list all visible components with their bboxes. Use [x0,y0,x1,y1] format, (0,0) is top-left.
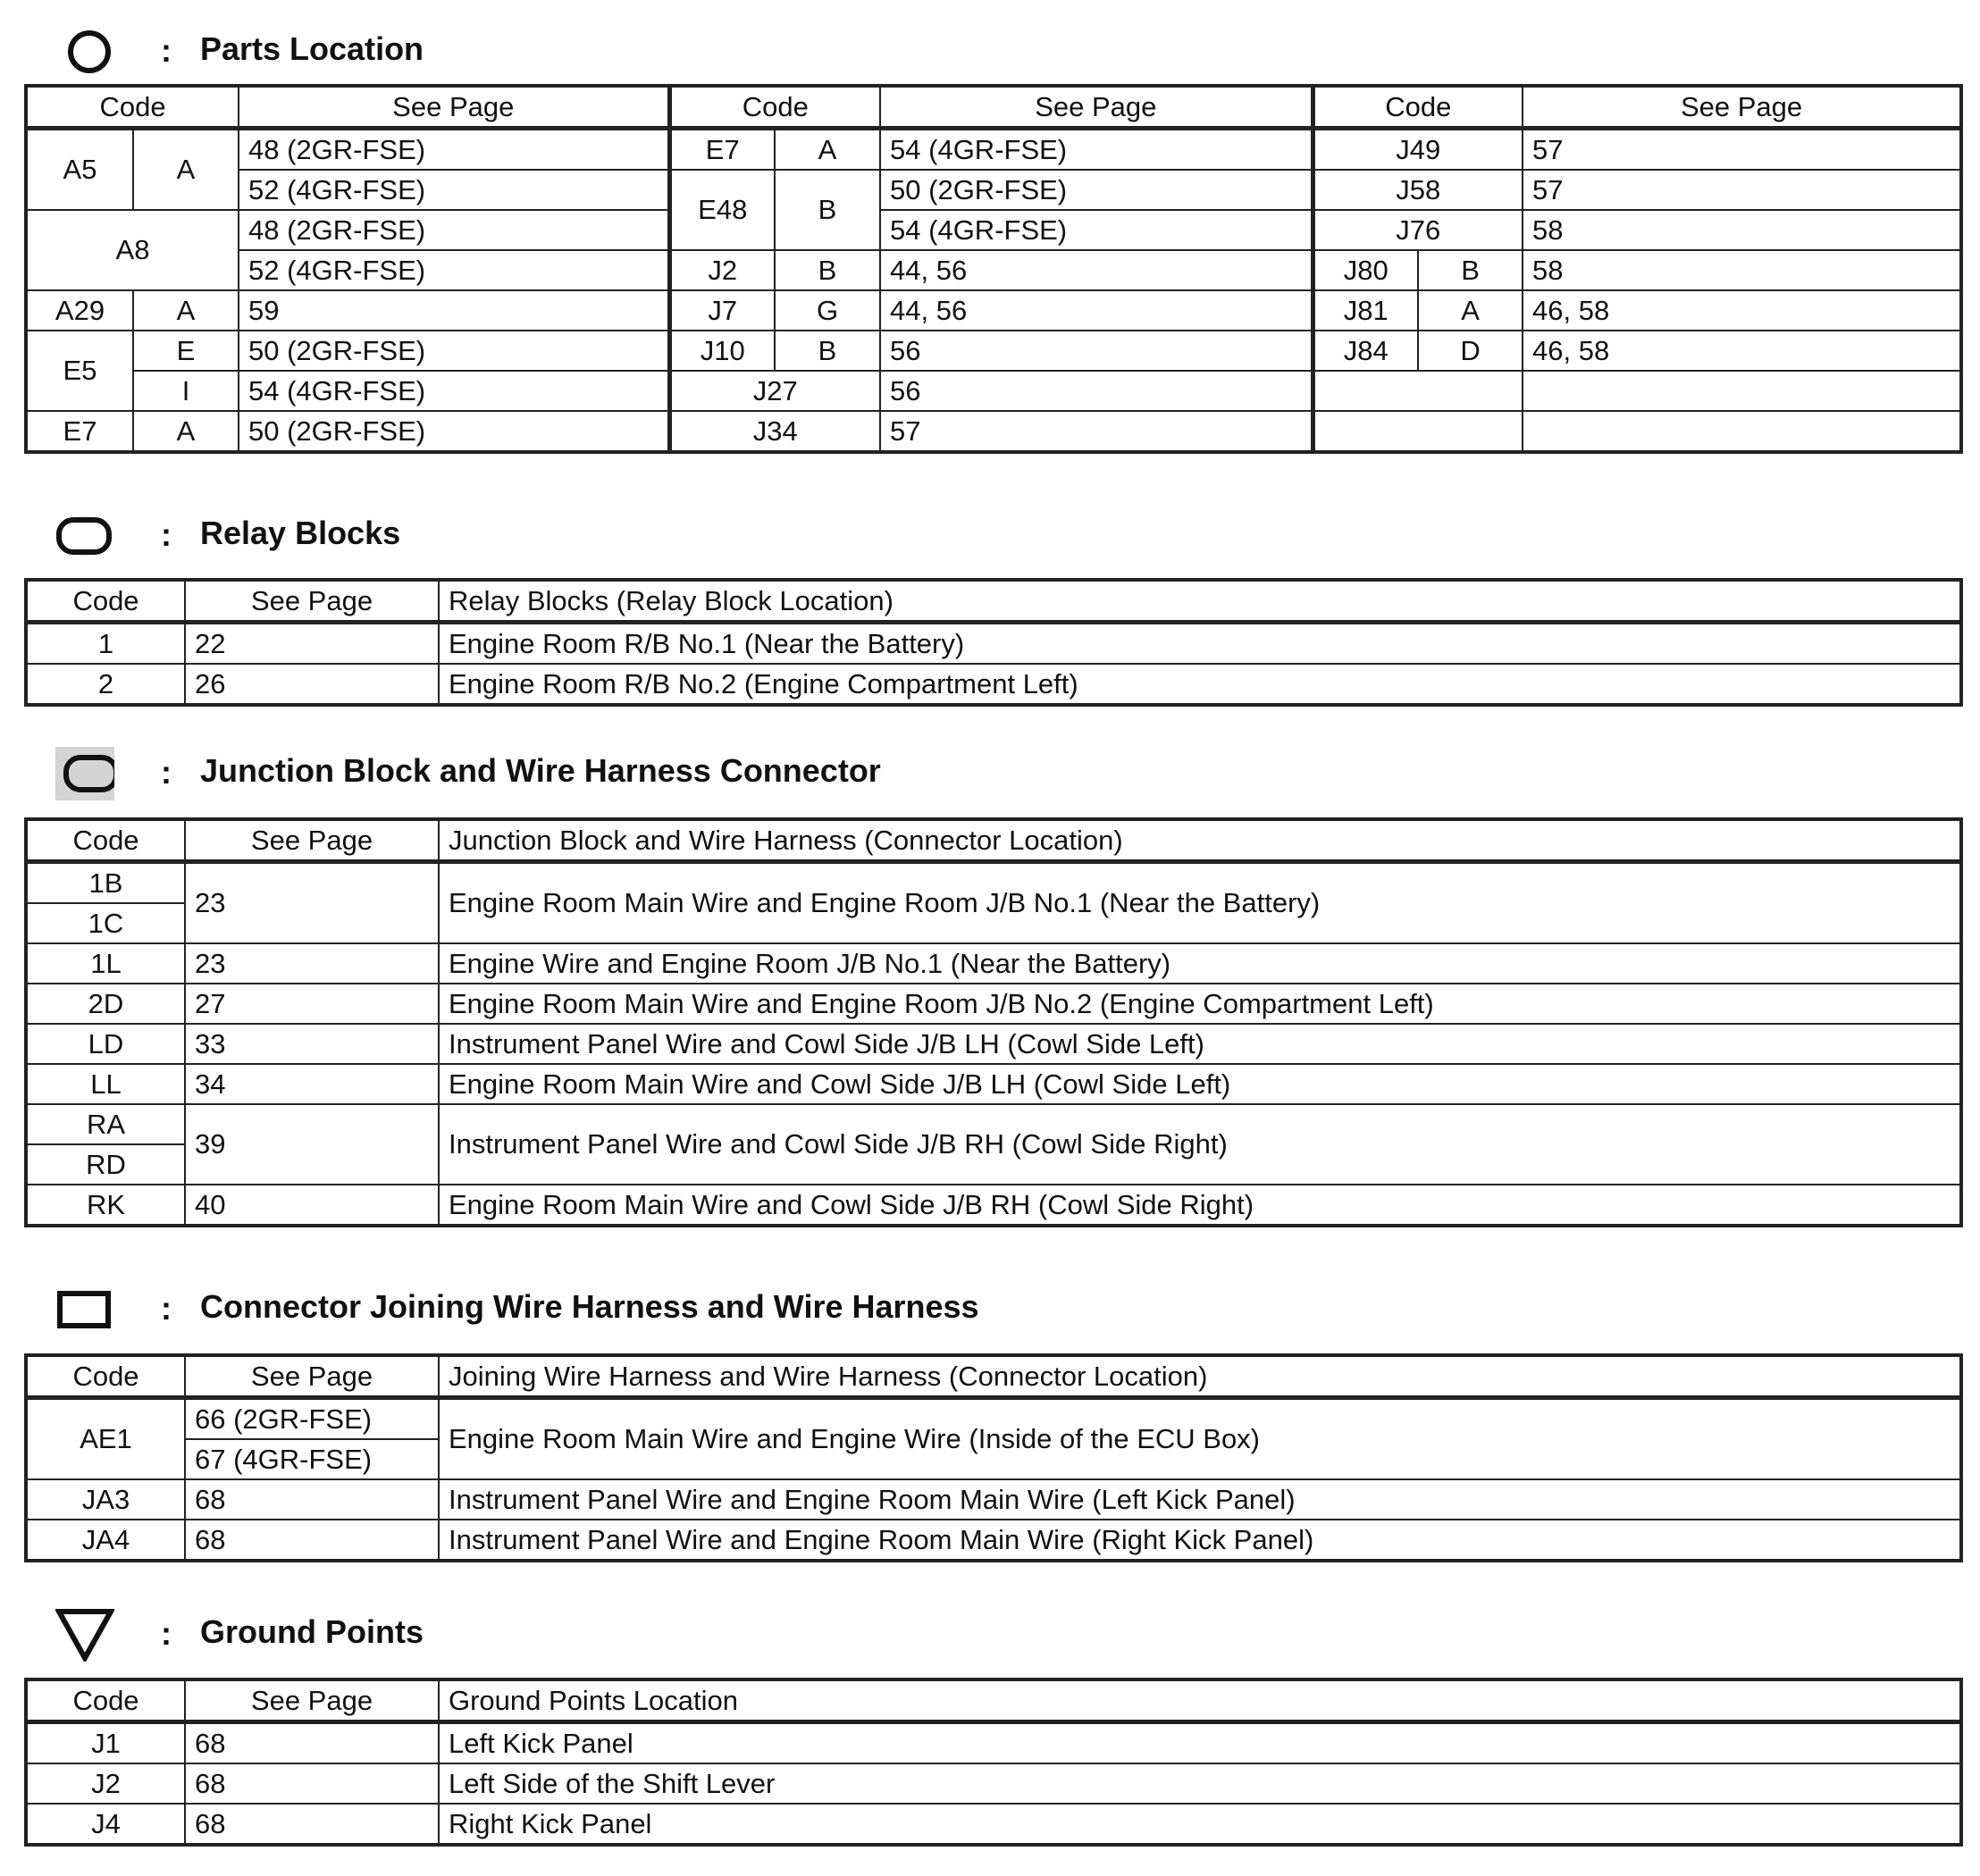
page-cell: 57 [1523,170,1961,210]
location-cell: Engine Wire and Engine Room J/B No.1 (Near the Battery) [439,943,1961,984]
location-cell: Left Side of the Shift Lever [439,1763,1961,1804]
colon: : [161,754,172,791]
parts-location-heading [55,25,1306,79]
page-cell: 48 (2GR-FSE) [239,210,669,250]
table-row [26,1064,1961,1104]
code-cell: RD [26,1144,185,1185]
code-cell: J1 [26,1722,185,1764]
page-cell: 56 [880,331,1313,371]
ground-points-heading [55,1608,1306,1662]
section-title: Relay Blocks [200,515,401,551]
table-row [26,170,1961,210]
location-cell: Engine Room Main Wire and Engine Room J/B No.1 (Near the Battery) [439,862,1961,944]
header-see-page: See Page [185,580,439,623]
code-cell: J27 [669,371,880,411]
header-location: Junction Block and Wire Harness (Connector Location) [439,819,1961,862]
header-location: Joining Wire Harness and Wire Harness (Connector Location) [439,1355,1961,1398]
sub-code-cell: B [1418,250,1523,290]
colon: : [161,32,172,69]
table-row [26,1520,1961,1561]
page-cell: 26 [185,664,439,705]
location-cell: Engine Room Main Wire and Cowl Side J/B RH (Cowl Side Right) [439,1185,1961,1226]
page-cell: 68 [185,1722,439,1764]
header-see-page: See Page [1523,86,1961,129]
code-cell: J10 [669,331,775,371]
page-cell: 44, 56 [880,250,1313,290]
colon: : [161,1615,172,1652]
page-cell: 68 [185,1479,439,1520]
code-cell: AE1 [26,1398,185,1480]
header-see-page: See Page [239,86,669,129]
code-cell: J80 [1313,250,1418,290]
header-code: Code [26,819,185,862]
page-cell: 23 [185,862,439,944]
code-cell: J84 [1313,331,1418,371]
table-row [26,1398,1961,1440]
code-cell: E7 [26,411,133,452]
sub-code-cell: E [133,331,239,371]
page-cell: 46, 58 [1523,290,1961,331]
header-code: Code [26,86,239,129]
table-row [26,1024,1961,1064]
sub-code-cell: D [1418,331,1523,371]
header-code: Code [26,1679,185,1722]
table-row [26,290,1961,331]
sub-code-cell: A [133,129,239,211]
sub-code-cell: A [133,290,239,331]
sub-code-cell: A [775,129,880,171]
header-code: Code [26,1355,185,1398]
page-cell: 67 (4GR-FSE) [185,1439,439,1479]
table-row [26,1104,1961,1144]
header-location: Relay Blocks (Relay Block Location) [439,580,1961,623]
page-cell: 52 (4GR-FSE) [239,250,669,290]
sub-code-cell: G [775,290,880,331]
code-cell: J2 [26,1763,185,1804]
page-cell: 48 (2GR-FSE) [239,129,669,171]
page-cell: 33 [185,1024,439,1064]
table-row [26,862,1961,904]
section-title: Ground Points [200,1613,424,1650]
location-cell: Instrument Panel Wire and Engine Room Main Wire (Right Kick Panel) [439,1520,1961,1561]
code-cell: 2 [26,664,185,705]
junction-block-heading [55,747,1306,800]
sub-code-cell: B [775,250,880,290]
page-cell: 57 [1523,129,1961,171]
header-location: Ground Points Location [439,1679,1961,1722]
page-cell: 68 [185,1520,439,1561]
code-cell: 1C [26,903,185,943]
page-cell: 68 [185,1804,439,1845]
page-cell: 39 [185,1104,439,1185]
code-cell: LD [26,1024,185,1064]
shaded-rounded-rectangle-icon [55,747,114,800]
table-row [26,1763,1961,1804]
table-header-row [26,819,1961,862]
page-cell: 56 [880,371,1313,411]
code-cell: A29 [26,290,133,331]
code-cell: 1B [26,862,185,904]
code-cell: JA3 [26,1479,185,1520]
table-row [26,250,1961,290]
page-cell: 57 [880,411,1313,452]
empty-cell [1313,411,1523,452]
code-cell: 1 [26,623,185,665]
code-cell: J7 [669,290,775,331]
table-row [26,371,1961,411]
table-row [26,411,1961,452]
joining-connector-table [24,1353,1963,1562]
header-see-page: See Page [880,86,1313,129]
code-cell: E48 [669,170,775,250]
header-see-page: See Page [185,1679,439,1722]
page-cell: 54 (4GR-FSE) [239,371,669,411]
code-cell: RA [26,1104,185,1144]
header-see-page: See Page [185,1355,439,1398]
triangle-icon [55,1608,114,1662]
relay-blocks-heading [55,509,1306,563]
circle-icon [55,25,114,79]
table-header-row [26,580,1961,623]
location-cell: Engine Room Main Wire and Engine Wire (Inside of the ECU Box) [439,1398,1961,1480]
location-cell: Engine Room R/B No.2 (Engine Compartment Left) [439,664,1961,705]
table-row [26,984,1961,1024]
location-cell: Right Kick Panel [439,1804,1961,1845]
page-cell: 50 (2GR-FSE) [880,170,1313,210]
page-cell: 52 (4GR-FSE) [239,170,669,210]
code-cell: LL [26,1064,185,1104]
rectangle-icon [55,1283,114,1336]
code-cell: J34 [669,411,880,452]
header-code: Code [26,580,185,623]
header-code: Code [1313,86,1523,129]
code-cell: 1L [26,943,185,984]
page-cell: 50 (2GR-FSE) [239,331,669,371]
page-cell: 40 [185,1185,439,1226]
location-cell: Instrument Panel Wire and Cowl Side J/B RH (Cowl Side Right) [439,1104,1961,1185]
table-row [26,210,1961,250]
page-cell: 22 [185,623,439,665]
code-cell: J4 [26,1804,185,1845]
code-cell: E7 [669,129,775,171]
table-row [26,943,1961,984]
page-cell: 68 [185,1763,439,1804]
relay-blocks-table [24,578,1963,707]
page-cell: 34 [185,1064,439,1104]
code-cell: 2D [26,984,185,1024]
ground-points-table [24,1678,1963,1847]
table-header-row [26,1355,1961,1398]
page-cell: 50 (2GR-FSE) [239,411,669,452]
page-cell: 54 (4GR-FSE) [880,129,1313,171]
page-cell: 54 (4GR-FSE) [880,210,1313,250]
table-row [26,129,1961,171]
page-cell: 44, 56 [880,290,1313,331]
code-cell: J58 [1313,170,1523,210]
table-row [26,1722,1961,1764]
location-cell: Instrument Panel Wire and Cowl Side J/B LH (Cowl Side Left) [439,1024,1961,1064]
joining-connector-heading [55,1283,1306,1336]
code-cell: RK [26,1185,185,1226]
page-cell: 59 [239,290,669,331]
table-row [26,1804,1961,1845]
code-cell: J2 [669,250,775,290]
location-cell: Engine Room Main Wire and Cowl Side J/B LH (Cowl Side Left) [439,1064,1961,1104]
empty-cell [1523,411,1961,452]
empty-cell [1523,371,1961,411]
code-cell: A5 [26,129,133,211]
header-see-page: See Page [185,819,439,862]
sub-code-cell: I [133,371,239,411]
code-cell: J76 [1313,210,1523,250]
rounded-rectangle-icon [55,509,114,563]
location-cell: Engine Room R/B No.1 (Near the Battery) [439,623,1961,665]
colon: : [161,516,172,553]
table-row [26,331,1961,371]
table-row [26,1479,1961,1520]
sub-code-cell: A [133,411,239,452]
sub-code-cell: B [775,331,880,371]
page-cell: 46, 58 [1523,331,1961,371]
location-cell: Left Kick Panel [439,1722,1961,1764]
junction-block-table [24,817,1963,1227]
table-row [26,1185,1961,1226]
page-cell: 58 [1523,210,1961,250]
code-cell: JA4 [26,1520,185,1561]
colon: : [161,1290,172,1327]
page-cell: 23 [185,943,439,984]
page-cell: 58 [1523,250,1961,290]
code-cell: E5 [26,331,133,411]
empty-cell [1313,371,1523,411]
code-cell: J81 [1313,290,1418,331]
header-code: Code [669,86,880,129]
location-cell: Instrument Panel Wire and Engine Room Main Wire (Left Kick Panel) [439,1479,1961,1520]
code-cell: A8 [26,210,239,290]
table-row [26,623,1961,665]
code-cell: J49 [1313,129,1523,171]
page-cell: 27 [185,984,439,1024]
section-title: Junction Block and Wire Harness Connector [200,752,881,789]
location-cell: Engine Room Main Wire and Engine Room J/B No.2 (Engine Compartment Left) [439,984,1961,1024]
sub-code-cell: A [1418,290,1523,331]
sub-code-cell: B [775,170,880,250]
section-title: Parts Location [200,30,424,67]
parts-location-table [24,84,1963,454]
page-cell: 66 (2GR-FSE) [185,1398,439,1440]
table-row [26,664,1961,705]
section-title: Connector Joining Wire Harness and Wire Harness [200,1288,979,1325]
table-header-row [26,86,1961,129]
table-header-row [26,1679,1961,1722]
